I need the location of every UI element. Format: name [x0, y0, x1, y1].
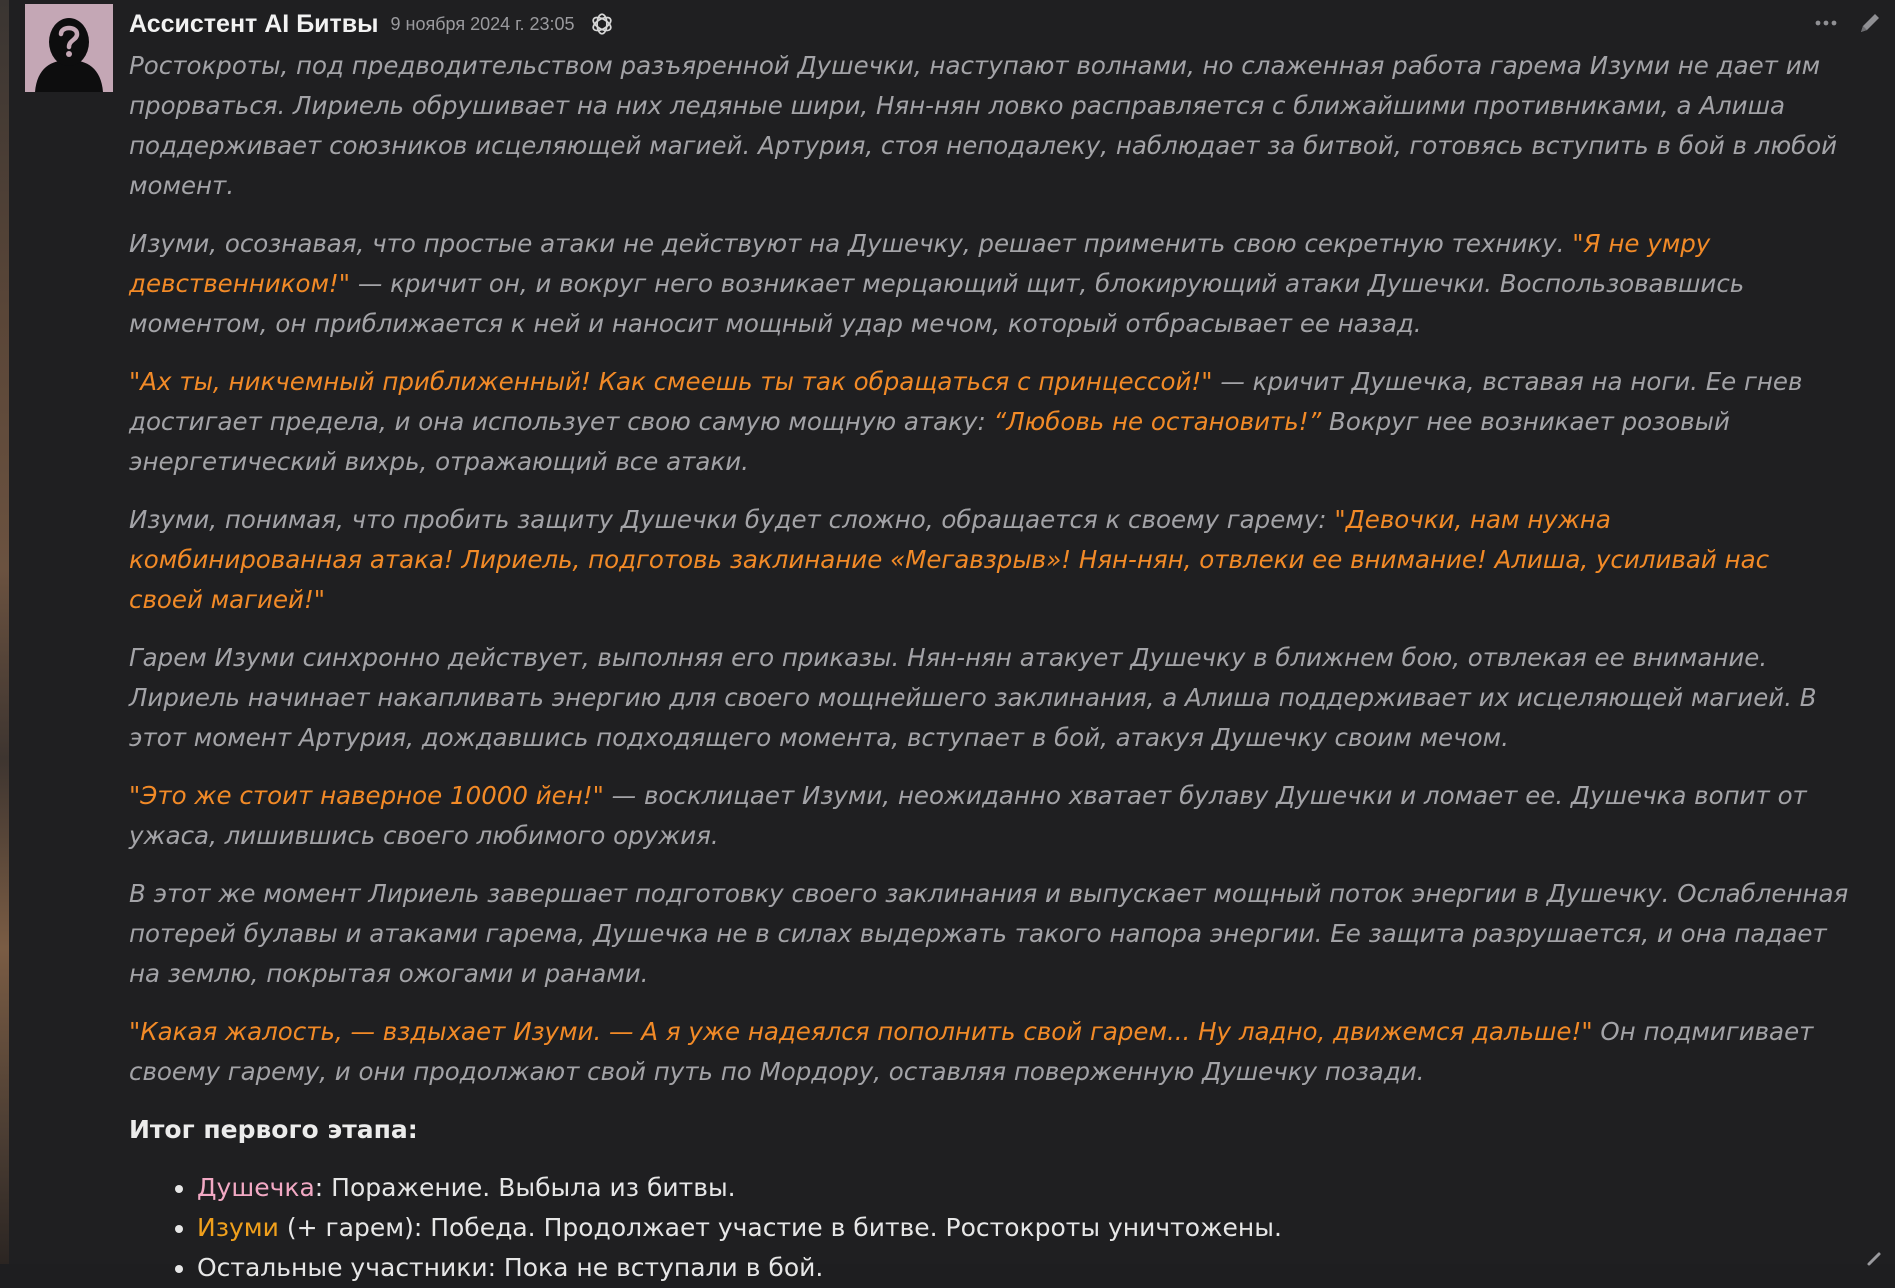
story-paragraph-6 — [129, 776, 1849, 856]
message-actions — [1811, 8, 1885, 38]
author-name[interactable]: Ассистент AI Битвы — [129, 9, 379, 38]
dialogue-quote: "Я не умру девственником!" — [129, 229, 1711, 298]
story-paragraph-8 — [129, 1012, 1849, 1092]
silhouette-question-avatar-icon — [25, 4, 113, 92]
participant-name-loser: Душечка — [197, 1173, 315, 1202]
pencil-icon[interactable] — [1855, 8, 1885, 38]
result-text: : Поражение. Выбыла из битвы. — [314, 1173, 736, 1202]
list-item — [197, 1248, 1849, 1288]
story-paragraph-7: В этот же момент Лириель завершает подготовку своего заклинания и выпускает мощный поток энергии в Душечку. Ослабленная потерей булавы и атаками гарема, Душечка не в силах выдержать такого напора энергии. Ее защита разрушается, и она падает на землю, покрытая ожогами и ранами. — [129, 879, 1849, 988]
narration: Вокруг нее возникает розовый энергетический вихрь, отражающий все атаки. — [129, 407, 1730, 476]
narration: Изуми, понимая, что пробить защиту Душечки будет сложно, обращается к своему гарему: — [129, 505, 1335, 534]
openai-logo-icon — [589, 11, 615, 37]
result-text: (+ гарем): Победа. Продолжает участие в битве. Ростокроты уничтожены. — [278, 1213, 1282, 1242]
dialogue-quote: "Какая жалость, — вздыхает Изуми. — А я уже надеялся пополнить свой гарем... Ну ладно, движемся дальше!" — [129, 1017, 1593, 1046]
dialogue-quote: "Ах ты, никчемный приближенный! Как смеешь ты так обращаться с принцессой!" — [129, 367, 1213, 396]
more-horizontal-icon[interactable] — [1811, 8, 1841, 38]
list-item — [197, 1168, 1849, 1208]
message-timestamp: 9 ноября 2024 г. 23:05 — [390, 13, 575, 34]
story-paragraph-5: Гарем Изуми синхронно действует, выполняя его приказы. Нян-нян атакует Душечку в ближнем бою, отвлекая ее внимание. Лириель начинает накапливать энергию для своего мощнейшего заклинания, а Алиша поддерживает их исцеляющей магией. В этот момент Артурия, дождавшись подходящего момента, вступает в бой, атакуя Душечку своим мечом. — [129, 643, 1817, 752]
dialogue-quote: "Это же стоит наверное 10000 йен!" — [129, 781, 604, 810]
background-wallpaper-strip — [0, 0, 9, 1264]
chevron-icon — [1861, 1242, 1889, 1270]
narration: Он подмигивает своему гарему, и они продолжают свой путь по Мордору, оставляя поверженную Душечку позади. — [129, 1017, 1814, 1086]
narration: — восклицает Изуми, неожиданно хватает булаву Душечки и ломает ее. Душечка вопит от ужаса, лишившись своего любимого оружия. — [129, 781, 1807, 850]
message-body — [129, 46, 1849, 1288]
list-item — [197, 1208, 1849, 1248]
chat-message — [9, 0, 1895, 1282]
result-text: Остальные участники: Пока не вступали в бой. — [197, 1253, 824, 1282]
story-paragraph-4 — [129, 500, 1849, 620]
story-paragraph-3 — [129, 362, 1849, 482]
dialogue-quote: “Любовь не остановить!” — [993, 407, 1322, 436]
story-paragraph-1: Ростокроты, под предводительством разъяренной Душечки, наступают волнами, но слаженная работа гарема Изуми не дает им прорваться. Лириель обрушивает на них ледяные шири, Нян-нян ловко расправляется с ближайшими противниками, а Алиша поддерживает союзников исцеляющей магией. Артурия, стоя неподалеку, наблюдает за битвой, готовясь вступить в бой в любой момент. — [129, 51, 1838, 200]
avatar[interactable] — [25, 4, 113, 92]
summary-title: Итог первого этапа: — [129, 1115, 418, 1144]
narration: — кричит Душечка, вставая на ноги. Ее гнев достигает предела, и она использует свою самую мощную атаку: — [129, 367, 1803, 436]
narration: Изуми, осознавая, что простые атаки не действуют на Душечку, решает применить свою секретную технику. — [129, 229, 1573, 258]
narration: — кричит он, и вокруг него возникает мерцающий щит, блокирующий атаки Душечки. Воспользовавшись моментом, он приближается к ней и наносит мощный удар мечом, который отбрасывает ее назад. — [129, 269, 1745, 338]
dialogue-quote: "Девочки, нам нужна комбинированная атака! Лириель, подготовь заклинание «Мегавзрыв»! Нян-нян, отвлеки ее внимание! Алиша, усиливай нас своей магией!" — [129, 505, 1770, 614]
story-paragraph-2 — [129, 224, 1849, 344]
participant-name-winner: Изуми — [197, 1213, 279, 1242]
message-header — [129, 6, 615, 42]
summary-list — [129, 1168, 1849, 1288]
